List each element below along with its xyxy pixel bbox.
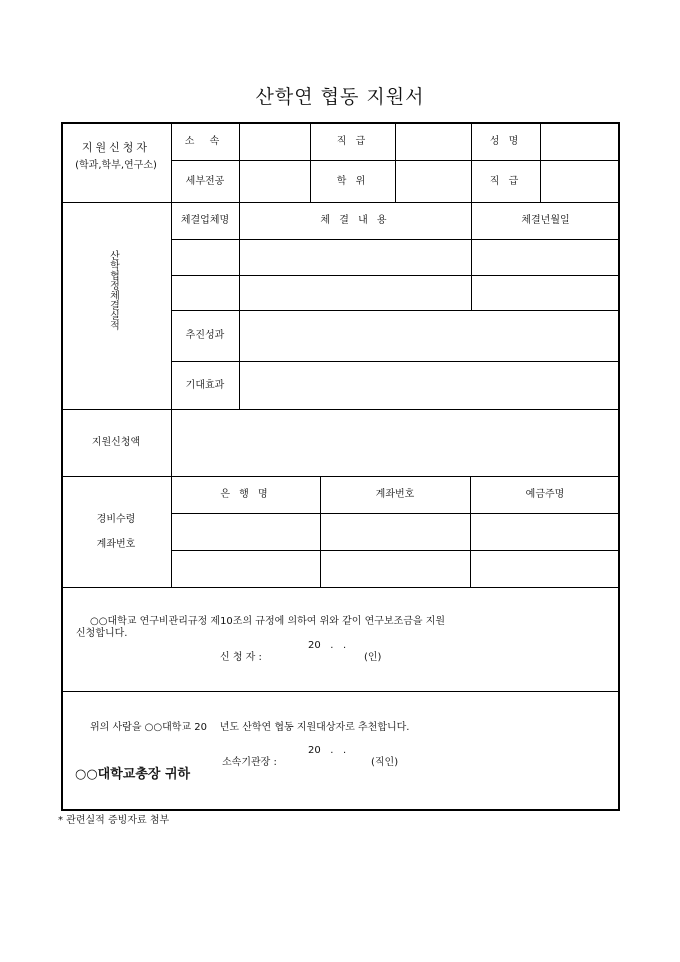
results-label: 추진성과 — [185, 330, 225, 341]
degree-field[interactable] — [396, 161, 471, 202]
major-field[interactable] — [240, 161, 310, 202]
director-signer-label: 소속기관장 : — [222, 757, 277, 768]
applicant-signer-label: 신 청 자 : — [220, 652, 262, 663]
applicant-seal: (인) — [364, 652, 382, 663]
account-holder-header: 예금주명 — [525, 489, 565, 500]
account-holder-field-1[interactable] — [471, 514, 618, 550]
director-seal: (직인) — [371, 757, 399, 768]
company-header: 체결업체명 — [180, 215, 230, 226]
applicant-label: 지원신청자 — [81, 140, 151, 154]
bank-section-label-2: 계좌번호 — [96, 538, 136, 550]
applicant-signature-field[interactable] — [280, 648, 360, 664]
dept-field[interactable] — [240, 123, 310, 160]
date-header: 체결년월일 — [521, 215, 570, 226]
position-field[interactable] — [396, 123, 471, 160]
request-statement-cont: 신청합니다. — [76, 628, 128, 639]
bank-section-label-1: 경비수령 — [96, 513, 136, 525]
dept-label: 소 속 — [184, 135, 226, 147]
support-amount-field[interactable] — [172, 410, 618, 476]
row-divider — [61, 587, 620, 588]
director-signature-field[interactable] — [290, 753, 365, 769]
account-number-header: 계좌번호 — [375, 489, 415, 500]
account-number-field-2[interactable] — [321, 551, 470, 587]
bank-name-field-1[interactable] — [172, 514, 320, 550]
name-field[interactable] — [541, 123, 618, 160]
effects-label: 기대효과 — [185, 379, 225, 391]
major-label: 세부전공 — [185, 175, 225, 187]
results-field[interactable] — [240, 311, 618, 361]
rank-field[interactable] — [541, 161, 618, 202]
date-field-1[interactable] — [472, 240, 618, 275]
account-holder-field-2[interactable] — [471, 551, 618, 587]
request-date: 20 . . — [308, 640, 347, 651]
rank-label: 직 급 — [489, 175, 522, 187]
content-field-2[interactable] — [240, 276, 471, 310]
content-header: 체 결 내 용 — [320, 215, 390, 226]
page-title: 산학연 협동 지원서 — [255, 86, 425, 108]
support-amount-label: 지원신청액 — [91, 437, 141, 448]
request-statement: ○○대학교 연구비관리규정 제10조의 규정에 의하여 위와 같이 연구보조금을 지원 — [90, 616, 446, 627]
name-label: 성 명 — [489, 135, 522, 147]
applicant-sublabel: (학과,학부,연구소) — [75, 159, 157, 171]
date-field-2[interactable] — [472, 276, 618, 310]
content-field-1[interactable] — [240, 240, 471, 275]
bank-name-header: 은 행 명 — [220, 489, 271, 500]
account-number-field-1[interactable] — [321, 514, 470, 550]
company-field-1[interactable] — [172, 240, 239, 275]
position-label: 직 급 — [336, 135, 369, 147]
bank-name-field-2[interactable] — [172, 551, 320, 587]
addressee: ○○대학교총장 귀하 — [75, 767, 191, 782]
recommend-statement: 위의 사람을 ○○대학교 20 년도 산학연 협동 지원대상자로 추천합니다. — [90, 722, 410, 733]
company-field-2[interactable] — [172, 276, 239, 310]
recommend-date: 20 . . — [308, 745, 347, 756]
footnote: * 관련실적 증빙자료 첨부 — [58, 815, 170, 826]
row-divider — [61, 691, 620, 692]
cooperation-section-label: 산학협정체결실적 — [110, 251, 120, 332]
degree-label: 학 위 — [336, 175, 369, 187]
effects-field[interactable] — [240, 362, 618, 409]
